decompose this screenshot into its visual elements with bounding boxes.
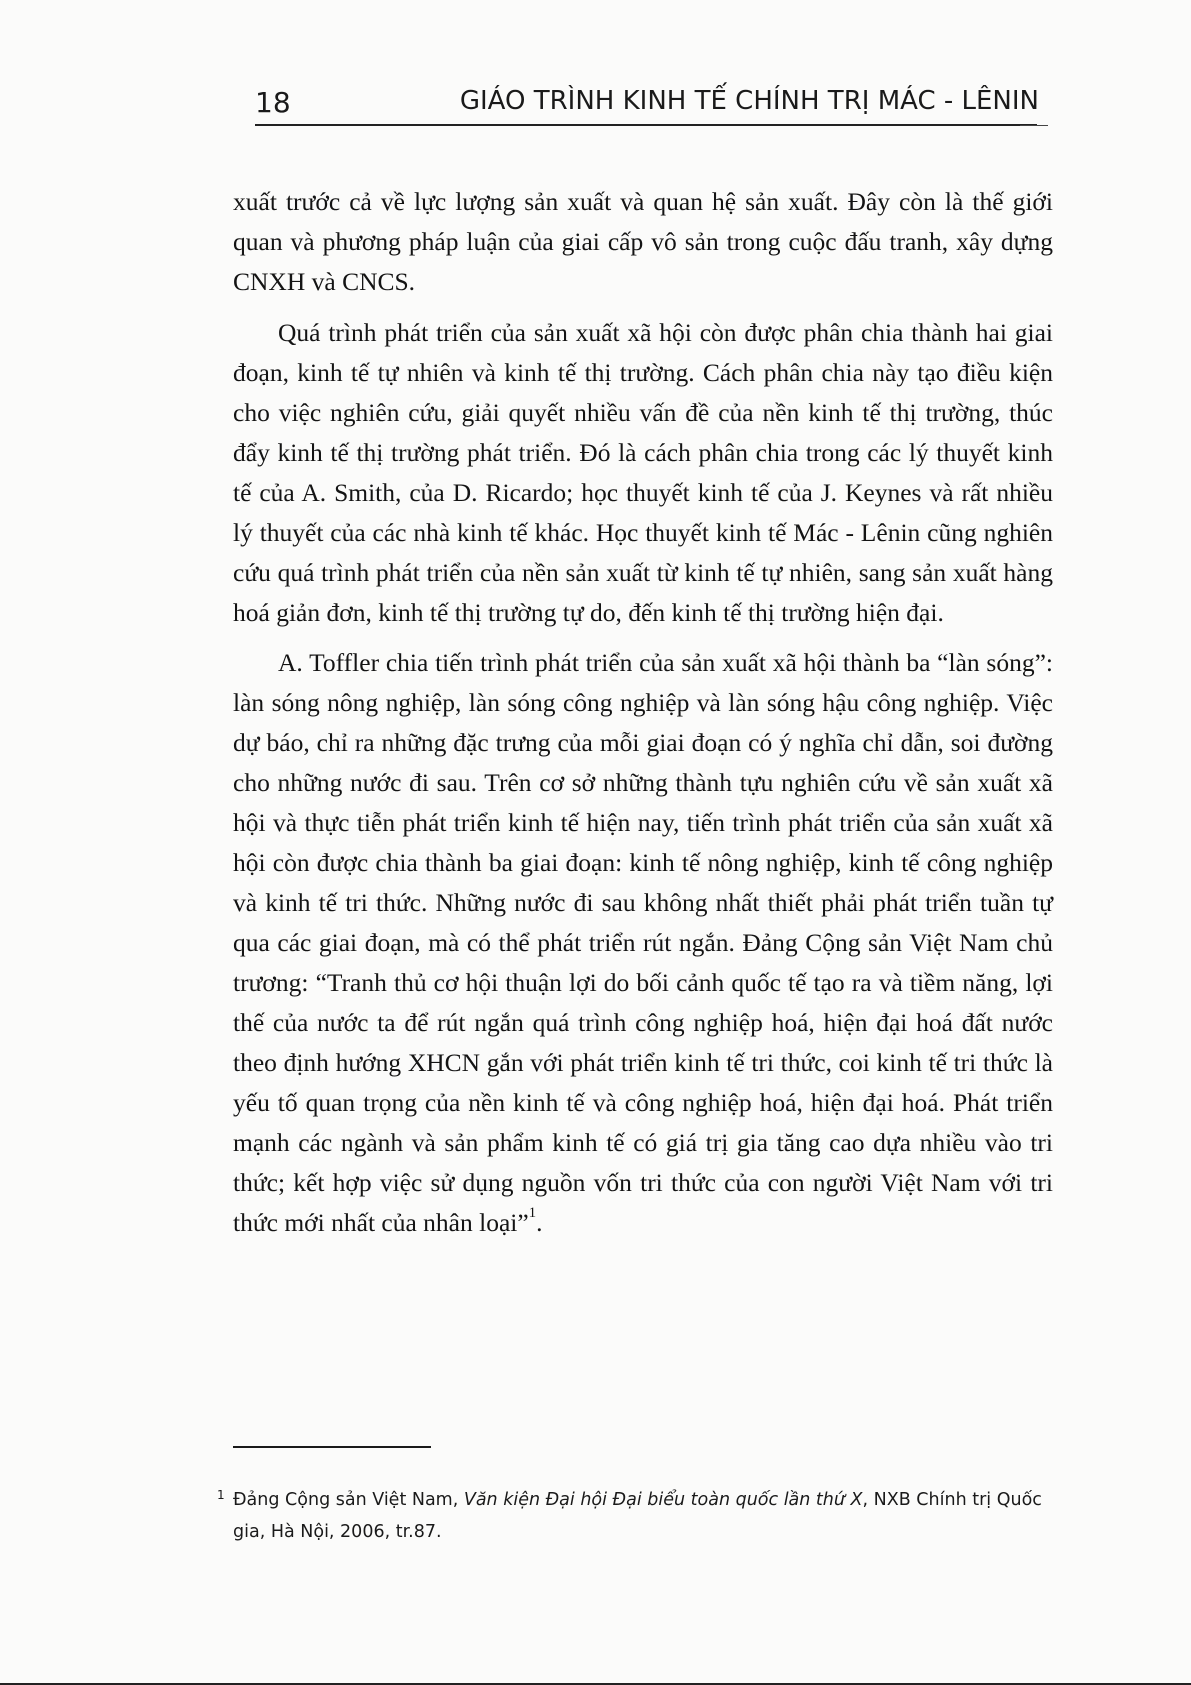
page-header — [255, 78, 1047, 122]
page-number: 18 — [255, 86, 291, 119]
footnote-publication: , NXB Chính trị Quốc gia, Hà Nội, 2006, tr.87. — [233, 1490, 1042, 1542]
running-title: GIÁO TRÌNH KINH TẾ CHÍNH TRỊ MÁC - LÊNIN — [459, 86, 1039, 116]
footnote — [217, 1484, 1059, 1548]
paragraph-3 — [233, 643, 1053, 1243]
footnote-marker: 1 — [217, 1488, 225, 1502]
paragraph-3-end: . — [536, 1208, 543, 1237]
header-rule — [255, 124, 1037, 126]
footnote-reference: 1 — [528, 1205, 537, 1221]
body-text — [233, 182, 1053, 1243]
header-rule-tail — [1020, 125, 1048, 126]
paragraph-3-text: A. Toffler chia tiến trình phát triển của sản xuất xã hội thành ba “làn sóng”: làn sóng nông nghiệp, làn sóng công nghiệp và làn sóng hậu công nghiệp. Việc dự báo, chỉ ra những đặc trưng của mỗi giai đoạn có ý nghĩa chỉ dẫn, soi đường cho những nước đi sau. Trên cơ sở những thành tựu nghiên cứu về sản xuất xã hội và thực tiễn phát triển kinh tế hiện nay, tiến trình phát triển của sản xuất xã hội còn được chia thành ba giai đoạn: kinh tế nông nghiệp, kinh tế công nghiệp và kinh tế tri thức. Những nước đi sau không nhất thiết phải phát triển tuần tự qua các giai đoạn, mà có thể phát triển rút ngắn. Đảng Cộng sản Việt Nam chủ trương: “Tranh thủ cơ hội thuận lợi do bối cảnh quốc tế tạo ra và tiềm năng, lợi thế của nước ta để rút ngắn quá trình công nghiệp hoá, hiện đại hoá đất nước theo định hướng XHCN gắn với phát triển kinh tế tri thức, coi kinh tế tri thức là yếu tố quan trọng của nền kinh tế và công nghiệp hoá, hiện đại hoá. Phát triển mạnh các ngành và sản phẩm kinh tế có giá trị gia tăng cao dựa nhiều vào tri thức; kết hợp việc sử dụng nguồn vốn tri thức của con người Việt Nam với tri thức mới nhất của nhân loại” — [233, 648, 1053, 1237]
footnote-rule — [233, 1446, 431, 1448]
footnote-author: Đảng Cộng sản Việt Nam, — [233, 1490, 464, 1510]
paragraph-1: xuất trước cả về lực lượng sản xuất và quan hệ sản xuất. Đây còn là thế giới quan và phương pháp luận của giai cấp vô sản trong cuộc đấu tranh, xây dựng CNXH và CNCS. — [233, 187, 1053, 296]
footnote-title: Văn kiện Đại hội Đại biểu toàn quốc lần thứ X — [463, 1490, 863, 1510]
paragraph-2: Quá trình phát triển của sản xuất xã hội còn được phân chia thành hai giai đoạn, kinh tế tự nhiên và kinh tế thị trường. Cách phân chia này tạo điều kiện cho việc nghiên cứu, giải quyết nhiều vấn đề của nền kinh tế thị trường, thúc đẩy kinh tế thị trường phát triển. Đó là cách phân chia trong các lý thuyết kinh tế của A. Smith, của D. Ricardo; học thuyết kinh tế của J. Keynes và rất nhiều lý thuyết của các nhà kinh tế khác. Học thuyết kinh tế Mác - Lênin cũng nghiên cứu quá trình phát triển của nền sản xuất từ kinh tế tự nhiên, sang sản xuất hàng hoá giản đơn, kinh tế thị trường tự do, đến kinh tế thị trường hiện đại. — [233, 318, 1053, 627]
